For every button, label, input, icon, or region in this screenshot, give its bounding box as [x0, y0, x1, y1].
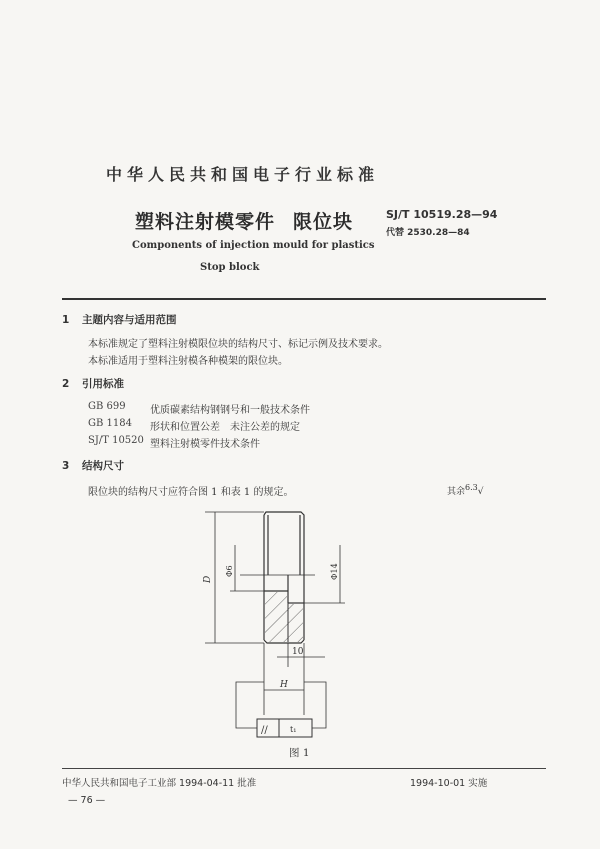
- tolerance-value: t₁: [290, 725, 297, 734]
- section-number: 3: [62, 460, 70, 472]
- footer-divider: [62, 768, 546, 769]
- surface-roughness-note: [447, 483, 484, 497]
- standard-subtitle-en: Stop block: [200, 262, 260, 273]
- section-1-paragraph: 本标准适用于塑料注射模各种模架的限位块。: [88, 356, 288, 367]
- roughness-prefix: 其余: [447, 487, 466, 497]
- header-divider: [62, 298, 546, 300]
- page-number: — 76 —: [68, 795, 106, 806]
- section-1-heading: [62, 312, 177, 327]
- dimension-phi6: Φ6: [225, 565, 234, 577]
- figure-caption: 图 1: [289, 747, 310, 759]
- replaces-standard: 代替 2530.28—84: [386, 228, 470, 238]
- dimension-H: H: [280, 680, 288, 690]
- title-cn-part1: 塑料注射模零件: [135, 211, 276, 233]
- section-number: 1: [62, 314, 70, 326]
- standard-title-cn: [135, 207, 353, 234]
- section-3-paragraph: 限位块的结构尺寸应符合图 1 和表 1 的规定。: [88, 487, 294, 498]
- parallelism-symbol: //: [261, 725, 268, 736]
- dimension-phi14: Φ14: [330, 563, 339, 580]
- reference-name: 优质碳素结构钢钢号和一般技术条件: [150, 405, 310, 416]
- roughness-value: 6.3: [465, 483, 478, 492]
- reference-name: 形状和位置公差 未注公差的规定: [150, 422, 300, 433]
- standard-number: SJ/T 10519.28—94: [386, 208, 498, 221]
- dimension-10: 10: [292, 647, 304, 657]
- section-title: 主题内容与适用范围: [82, 314, 177, 326]
- reference-code: GB 1184: [88, 418, 132, 429]
- dimension-D: D: [203, 575, 213, 583]
- approval-note: 中华人民共和国电子工业部 1994-04-11 批准: [62, 778, 257, 789]
- section-2-heading: [62, 376, 124, 391]
- standard-title-en: Components of injection mould for plastics: [132, 240, 375, 251]
- reference-name: 塑料注射模零件技术条件: [150, 439, 260, 450]
- roughness-check-icon: √: [477, 487, 484, 497]
- issuing-organization: 中华人民共和国电子行业标准: [106, 165, 380, 184]
- reference-code: SJ/T 10520: [88, 435, 144, 446]
- section-1-paragraph: 本标准规定了塑料注射模限位块的结构尺寸、标记示例及技术要求。: [88, 339, 388, 350]
- title-cn-part2: 限位块: [293, 211, 354, 233]
- stop-block-drawing: [180, 505, 380, 740]
- reference-code: GB 699: [88, 401, 126, 412]
- section-3-heading: [62, 458, 124, 473]
- implementation-date: 1994-10-01 实施: [410, 778, 488, 789]
- section-title: 引用标准: [82, 378, 124, 390]
- section-number: 2: [62, 378, 70, 390]
- section-title: 结构尺寸: [82, 460, 124, 472]
